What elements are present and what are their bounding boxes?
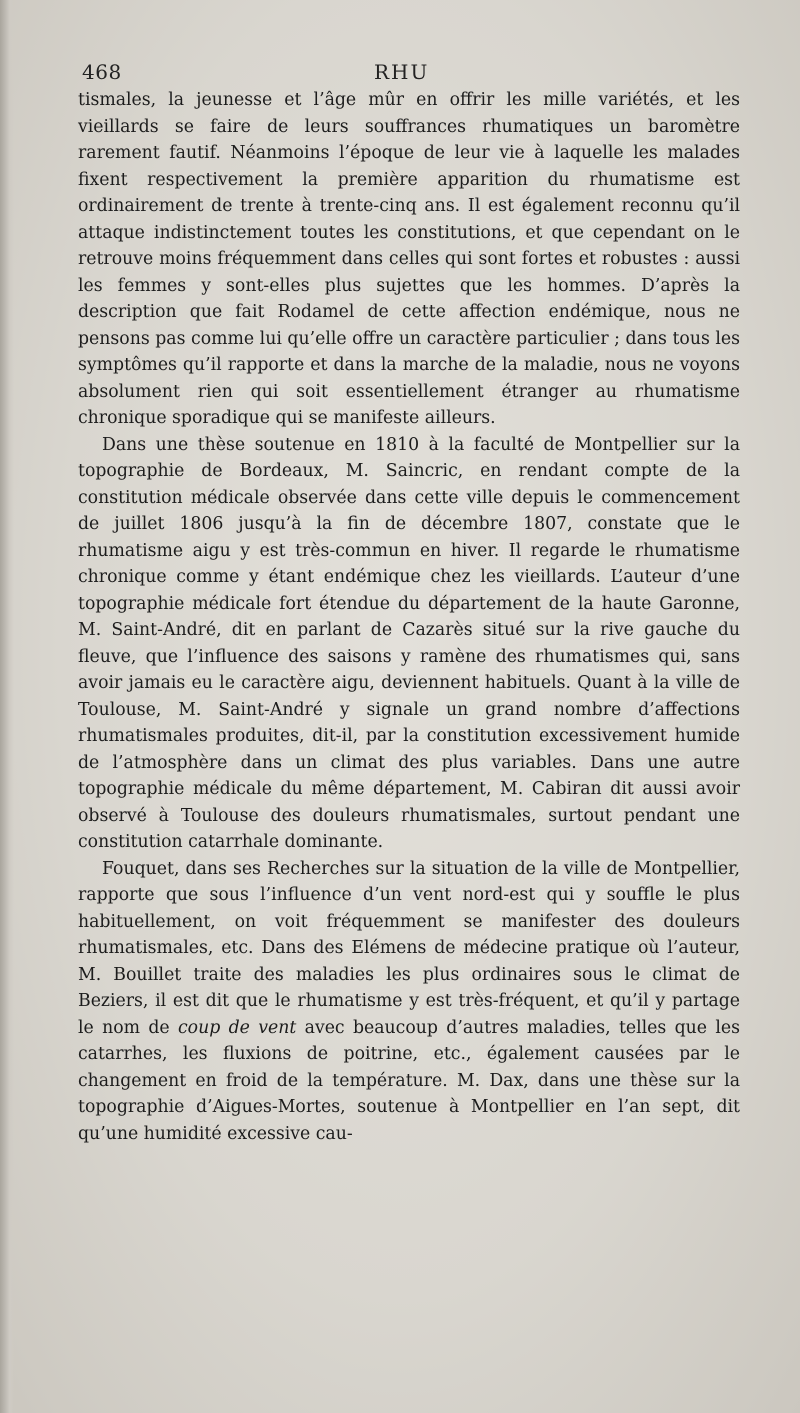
paragraph-continued [78, 87, 740, 432]
paragraph-saincric [78, 432, 740, 856]
paragraph-fouquet [78, 856, 740, 1148]
paragraph-text: Fouquet, dans ses Recherches sur la situation de la ville de Montpellier, rapporte que sous l’influence d’un vent nord-est qui y souffle le plus habituellement, on voit fréquemment se manifester des douleurs rhumatismales, etc. Dans des Elémens de médecine pratique où l’auteur, M. Bouillet traite des maladies les plus ordinaires sous le climat de Beziers, il est dit que le rhumatisme y est très-fréquent, et qu’il y partage le nom de [78, 858, 740, 1038]
page-gutter-shadow [0, 0, 14, 1413]
page-number: 468 [82, 60, 122, 84]
paragraph-text: Dans une thèse soutenue en 1810 à la faculté de Montpellier sur la topographie de Bordeaux, M. Saincric, en rendant compte de la constitution médicale observée dans cette ville depuis le commencement de juillet 1806 jusqu’à la fin de décembre 1807, constate que le rhumatisme aigu y est très-commun en hiver. Il regarde le rhumatisme chronique comme y étant endémique chez les vieillards. L’auteur d’une topographie médicale fort étendue du département de la haute Garonne, M. Saint-André, dit en parlant de Cazarès situé sur la rive gauche du fleuve, que l’influence des saisons y ramène des rhumatismes qui, sans avoir jamais eu le caractère aigu, deviennent habituels. Quant à la ville de Toulouse, M. Saint-André y signale un grand nombre d’affections rhumatismales produites, dit-il, par la constitution excessivement humide de l’atmosphère dans un climat des plus variables. Dans une autre topographie médicale du même département, M. Cabiran dit aussi avoir observé à Toulouse des douleurs rhumatismales, surtout pendant une constitution catarrhale dominante. [78, 434, 740, 852]
italic-term: coup de vent [177, 1017, 297, 1038]
paragraph-text: tismales, la jeunesse et l’âge mûr en offrir les mille variétés, et les vieillards se faire de leurs souffrances rhumatiques un baromètre rarement fautif. Néanmoins l’époque de leur vie à laquelle les malades fixent respectivement la première apparition du rhumatisme est ordinairement de trente à trente-cinq ans. Il est également reconnu qu’il attaque indistinctement toutes les constitutions, et que cependant on le retrouve moins fréquemment dans celles qui sont fortes et robustes : aussi les femmes y sont-elles plus sujettes que les hommes. D’après la description que fait Rodamel de cette affection endémique, nous ne pensons pas comme lui qu’elle offre un caractère particulier ; dans tous les symptômes qu’il rapporte et dans la marche de la maladie, nous ne voyons absolument rien qui soit essentiellement étranger au rhumatisme chronique sporadique qui se manifeste ailleurs. [78, 90, 740, 428]
running-title: RHU [374, 60, 430, 84]
body-text [78, 87, 740, 1147]
paragraph-text: avec beaucoup d’autres maladies, telles que les catarrhes, les fluxions de poitrine, etc., également causées par le changement en froid de la température. M. Dax, dans une thèse sur la topographie d’Aigues-Mortes, soutenue à Montpellier en l’an sept, dit qu’une humidité excessive cau- [78, 1017, 740, 1144]
